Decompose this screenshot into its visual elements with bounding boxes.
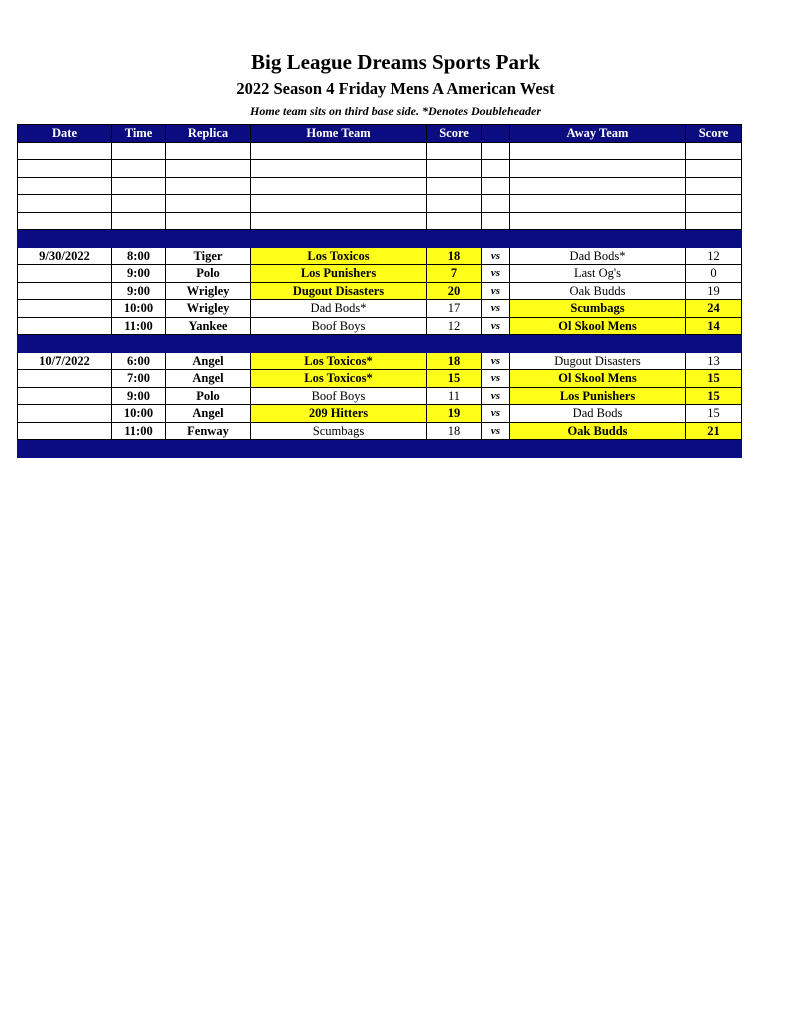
separator-row	[18, 230, 742, 248]
col-home-score-header: Score	[427, 125, 482, 143]
game-replica: Tiger	[166, 247, 251, 265]
home-score: 18	[427, 352, 482, 370]
game-time: 9:00	[112, 282, 166, 300]
home-team: Boof Boys	[251, 387, 427, 405]
game-date	[18, 282, 112, 300]
home-team: Dad Bods*	[251, 300, 427, 318]
home-score: 15	[427, 370, 482, 388]
home-score: 18	[427, 422, 482, 440]
game-time: 11:00	[112, 317, 166, 335]
game-replica: Polo	[166, 265, 251, 283]
game-row	[18, 282, 742, 300]
empty-row	[18, 212, 742, 230]
game-time: 8:00	[112, 247, 166, 265]
separator-row	[18, 335, 742, 353]
home-score: 7	[427, 265, 482, 283]
game-date	[18, 422, 112, 440]
game-time: 11:00	[112, 422, 166, 440]
away-score: 24	[686, 300, 742, 318]
game-row	[18, 352, 742, 370]
game-date: 9/30/2022	[18, 247, 112, 265]
away-score: 12	[686, 247, 742, 265]
vs-label: vs	[482, 352, 510, 370]
game-date	[18, 300, 112, 318]
home-team: Los Toxicos*	[251, 352, 427, 370]
page-subtitle: 2022 Season 4 Friday Mens A American West	[236, 79, 555, 98]
game-replica: Angel	[166, 370, 251, 388]
game-date	[18, 370, 112, 388]
page-title: Big League Dreams Sports Park	[251, 50, 540, 74]
empty-row	[18, 177, 742, 195]
game-date	[18, 265, 112, 283]
home-score: 19	[427, 405, 482, 423]
game-row	[18, 317, 742, 335]
vs-label: vs	[482, 370, 510, 388]
vs-label: vs	[482, 422, 510, 440]
away-team: Oak Budds	[510, 282, 686, 300]
home-team: Boof Boys	[251, 317, 427, 335]
away-score: 0	[686, 265, 742, 283]
vs-label: vs	[482, 387, 510, 405]
away-team: Ol Skool Mens	[510, 317, 686, 335]
away-team: Los Punishers	[510, 387, 686, 405]
game-row	[18, 370, 742, 388]
home-score: 20	[427, 282, 482, 300]
vs-label: vs	[482, 300, 510, 318]
empty-row	[18, 142, 742, 160]
game-time: 9:00	[112, 387, 166, 405]
home-team: Scumbags	[251, 422, 427, 440]
home-team: 209 Hitters	[251, 405, 427, 423]
home-team: Los Punishers	[251, 265, 427, 283]
col-date-header: Date	[18, 125, 112, 143]
game-row	[18, 300, 742, 318]
away-score: 15	[686, 405, 742, 423]
away-score: 15	[686, 387, 742, 405]
game-date	[18, 317, 112, 335]
home-team: Los Toxicos*	[251, 370, 427, 388]
home-score: 17	[427, 300, 482, 318]
game-date	[18, 387, 112, 405]
vs-label: vs	[482, 282, 510, 300]
game-replica: Angel	[166, 405, 251, 423]
away-score: 15	[686, 370, 742, 388]
away-score: 14	[686, 317, 742, 335]
away-team: Scumbags	[510, 300, 686, 318]
vs-label: vs	[482, 265, 510, 283]
game-row	[18, 405, 742, 423]
game-replica: Yankee	[166, 317, 251, 335]
away-team: Dad Bods	[510, 405, 686, 423]
away-team: Ol Skool Mens	[510, 370, 686, 388]
page-note: Home team sits on third base side. *Denotes Doubleheader	[250, 104, 541, 118]
col-home-team-header: Home Team	[251, 125, 427, 143]
header-row	[18, 125, 742, 143]
col-vs-header	[482, 125, 510, 143]
empty-row	[18, 160, 742, 178]
game-row	[18, 387, 742, 405]
game-date	[18, 405, 112, 423]
game-replica: Wrigley	[166, 300, 251, 318]
vs-label: vs	[482, 317, 510, 335]
col-away-team-header: Away Team	[510, 125, 686, 143]
separator-row	[18, 440, 742, 458]
schedule-table	[17, 124, 742, 458]
away-team: Dad Bods*	[510, 247, 686, 265]
col-away-score-header: Score	[686, 125, 742, 143]
game-row	[18, 247, 742, 265]
away-team: Last Og's	[510, 265, 686, 283]
game-time: 10:00	[112, 405, 166, 423]
game-replica: Wrigley	[166, 282, 251, 300]
away-team: Oak Budds	[510, 422, 686, 440]
game-time: 7:00	[112, 370, 166, 388]
home-score: 12	[427, 317, 482, 335]
game-row	[18, 265, 742, 283]
vs-label: vs	[482, 405, 510, 423]
col-replica-header: Replica	[166, 125, 251, 143]
game-time: 6:00	[112, 352, 166, 370]
empty-row	[18, 195, 742, 213]
game-date: 10/7/2022	[18, 352, 112, 370]
game-replica: Angel	[166, 352, 251, 370]
home-score: 18	[427, 247, 482, 265]
game-replica: Fenway	[166, 422, 251, 440]
away-score: 13	[686, 352, 742, 370]
home-team: Dugout Disasters	[251, 282, 427, 300]
game-time: 9:00	[112, 265, 166, 283]
game-row	[18, 422, 742, 440]
col-time-header: Time	[112, 125, 166, 143]
away-team: Dugout Disasters	[510, 352, 686, 370]
away-score: 19	[686, 282, 742, 300]
home-team: Los Toxicos	[251, 247, 427, 265]
away-score: 21	[686, 422, 742, 440]
game-replica: Polo	[166, 387, 251, 405]
vs-label: vs	[482, 247, 510, 265]
home-score: 11	[427, 387, 482, 405]
game-time: 10:00	[112, 300, 166, 318]
